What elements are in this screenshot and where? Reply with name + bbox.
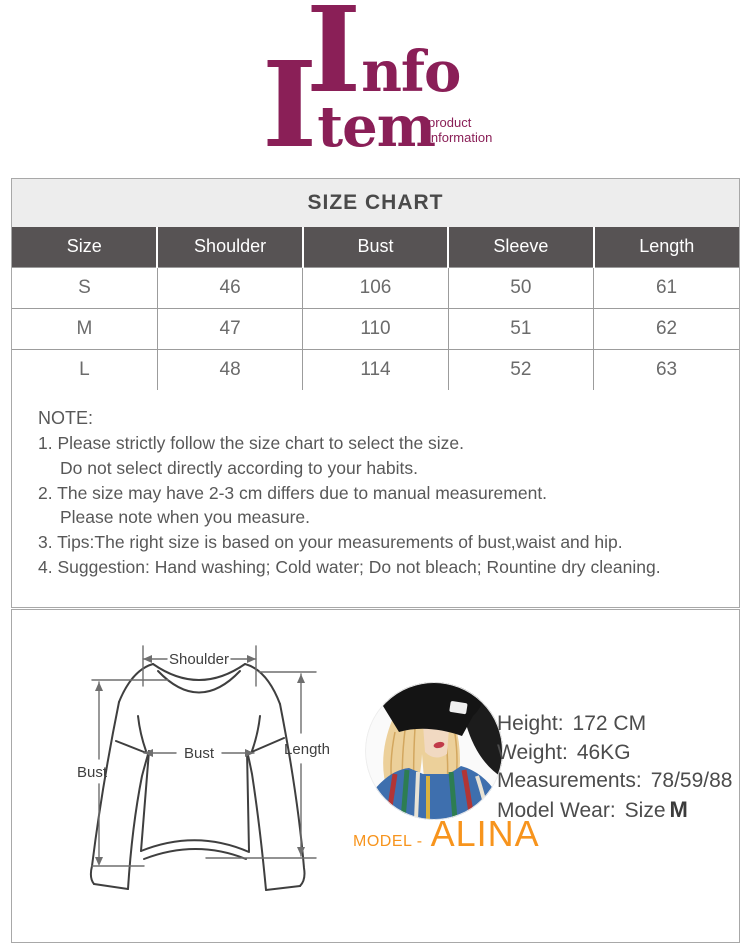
note-item: 1. Please strictly follow the size chart to select the size. bbox=[38, 433, 465, 453]
size-chart-cell: 51 bbox=[448, 308, 593, 349]
size-chart-cell: 114 bbox=[303, 349, 448, 390]
model-info-line bbox=[497, 710, 732, 739]
size-chart-cell: M bbox=[12, 308, 157, 349]
diagram-length-label: Length bbox=[284, 741, 330, 758]
size-chart-body bbox=[12, 267, 739, 390]
model-photo bbox=[365, 682, 503, 820]
model-info-value: 46KG bbox=[576, 740, 631, 764]
note-item: 4. Suggestion: Hand washing; Cold water; Do not bleach; Rountine dry cleaning. bbox=[38, 556, 661, 577]
size-chart-title: SIZE CHART bbox=[12, 179, 739, 227]
size-chart-cell: 50 bbox=[448, 267, 593, 308]
size-chart-column-header: Sleeve bbox=[448, 227, 593, 267]
note-item: 3. Tips:The right size is based on your measurements of bust,waist and hip. bbox=[38, 532, 623, 553]
note-item-continuation: Do not select directly according to your habits. bbox=[60, 457, 418, 478]
size-chart-column-header: Length bbox=[594, 227, 739, 267]
diagram-shoulder-label: Shoulder bbox=[168, 651, 230, 668]
logo-item-rest: tem bbox=[317, 94, 435, 160]
note-list bbox=[38, 431, 721, 580]
size-chart-cell: 110 bbox=[303, 308, 448, 349]
note-item-continuation: Please note when you measure. bbox=[60, 507, 311, 528]
model-photo-image bbox=[365, 682, 503, 820]
logo-info-rest: nfo bbox=[361, 39, 461, 105]
size-chart-cell: 106 bbox=[303, 267, 448, 308]
size-chart-column-header: Size bbox=[12, 227, 157, 267]
model-info-value: Size bbox=[624, 798, 666, 822]
logo-info-initial: I bbox=[306, 0, 362, 119]
size-chart-column-header: Shoulder bbox=[157, 227, 302, 267]
model-info-value-bold: M bbox=[669, 796, 688, 822]
size-chart-row bbox=[12, 308, 739, 349]
model-info-line bbox=[497, 767, 732, 796]
model-info-line bbox=[497, 796, 732, 826]
model-name: ALINA bbox=[430, 813, 540, 854]
note-item: 2. The size may have 2-3 cm differs due to manual measurement. bbox=[38, 482, 548, 503]
diagram-bust-width-label: Bust bbox=[183, 745, 215, 762]
size-chart-cell: 48 bbox=[157, 349, 302, 390]
size-chart-row bbox=[12, 267, 739, 308]
notes-heading: NOTE: bbox=[38, 408, 94, 428]
model-info-label: Measurements: bbox=[497, 769, 642, 792]
size-chart-cell: 61 bbox=[594, 267, 739, 308]
model-info-value: 78/59/88 bbox=[650, 769, 733, 792]
size-chart-cell: S bbox=[12, 267, 157, 308]
logo-item-initial: I bbox=[262, 35, 318, 174]
diagram-bust-side-label: Bust bbox=[76, 764, 108, 781]
size-chart-row bbox=[12, 349, 739, 390]
measurement-guide-section bbox=[11, 609, 740, 943]
model-info-list bbox=[497, 710, 732, 825]
size-chart-cell: 52 bbox=[448, 349, 593, 390]
logo-tagline-line1: product bbox=[428, 115, 472, 130]
garment-measurement-diagram bbox=[56, 626, 346, 916]
logo-tagline-line2: information bbox=[428, 130, 493, 145]
logo-tagline bbox=[428, 115, 492, 145]
notes-block bbox=[12, 390, 739, 580]
model-info-label: Weight: bbox=[497, 740, 568, 764]
size-chart-cell: 46 bbox=[157, 267, 302, 308]
size-chart-section bbox=[11, 178, 740, 608]
size-chart-cell: 62 bbox=[594, 308, 739, 349]
size-chart-head-row bbox=[12, 227, 739, 267]
size-chart-column-header: Bust bbox=[303, 227, 448, 267]
model-info-line bbox=[497, 739, 732, 768]
size-chart-cell: 47 bbox=[157, 308, 302, 349]
model-info-label: Model Wear: bbox=[497, 798, 616, 822]
model-info-label: Height: bbox=[497, 712, 564, 735]
model-info-value: 172 CM bbox=[572, 712, 647, 735]
size-chart-cell: 63 bbox=[594, 349, 739, 390]
size-chart-cell: L bbox=[12, 349, 157, 390]
model-caption-prefix: MODEL - bbox=[353, 833, 423, 850]
size-chart-table bbox=[12, 227, 739, 390]
